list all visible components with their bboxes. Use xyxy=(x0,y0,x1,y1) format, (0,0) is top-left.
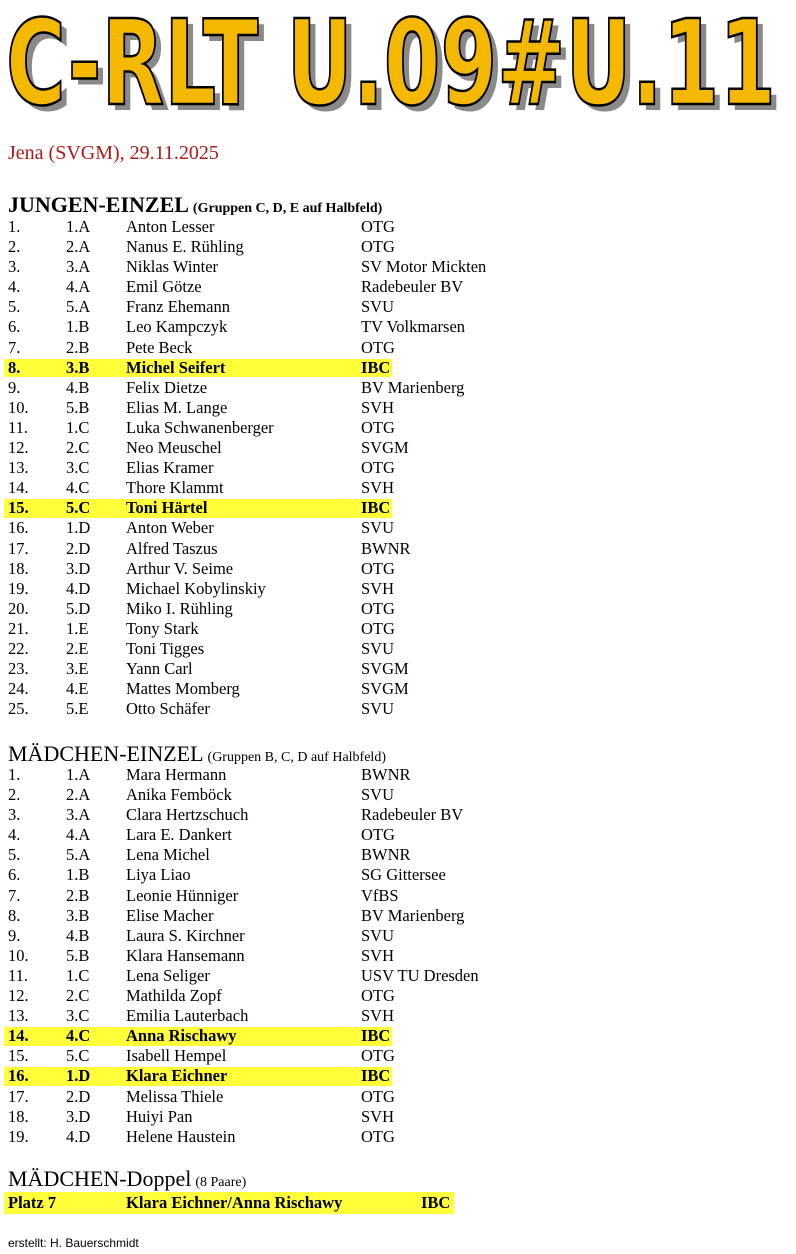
player-name: Mathilda Zopf xyxy=(126,986,222,1006)
club-name: IBC xyxy=(361,498,391,518)
club-name: SVU xyxy=(361,699,395,719)
rank-cell: 4. xyxy=(8,825,21,845)
table-row xyxy=(0,825,796,845)
club-name: OTG xyxy=(361,1126,395,1146)
rank-cell: 7. xyxy=(8,885,21,905)
player-name: Yann Carl xyxy=(126,659,193,679)
table-row xyxy=(0,946,796,966)
club-name: OTG xyxy=(361,618,395,638)
player-name: Luka Schwanenberger xyxy=(126,417,274,437)
footer-author: erstellt: H. Bauerschmidt xyxy=(8,1236,139,1250)
club-name: OTG xyxy=(361,237,395,257)
girls-doubles-note: (8 Paare) xyxy=(195,1175,247,1190)
group-cell: 4.D xyxy=(66,1126,91,1146)
player-name: Mara Hermann xyxy=(126,765,227,784)
club-name: SVH xyxy=(361,478,395,498)
group-cell: 3.C xyxy=(66,458,90,478)
table-row xyxy=(0,966,796,986)
player-name: Anna Rischawy xyxy=(126,1026,237,1046)
group-cell: 2.D xyxy=(66,1086,91,1106)
player-name: Laura S. Kirchner xyxy=(126,925,245,945)
table-row xyxy=(0,297,796,317)
boys-singles-note: (Gruppen C, D, E auf Halbfeld) xyxy=(192,201,383,216)
group-cell: 4.A xyxy=(66,825,91,845)
rank-cell: 21. xyxy=(8,618,29,638)
rank-cell: 13. xyxy=(8,1006,29,1026)
table-row xyxy=(0,845,796,865)
girls-singles-note: (Gruppen B, C, D auf Halbfeld) xyxy=(207,750,386,765)
rank-cell: 2. xyxy=(8,237,21,257)
table-row xyxy=(0,765,796,785)
club-name: TV Volkmarsen xyxy=(361,317,466,337)
table-row xyxy=(0,1046,796,1066)
rank-cell: 1. xyxy=(8,765,21,784)
player-name: Michel Seifert xyxy=(126,357,226,377)
player-name: Neo Meuschel xyxy=(126,438,222,458)
table-row xyxy=(0,699,796,719)
club-name: SV Motor Mickten xyxy=(361,257,487,277)
group-cell: 5.A xyxy=(66,297,91,317)
rank-cell: 13. xyxy=(8,458,29,478)
club-name: OTG xyxy=(361,825,395,845)
table-row xyxy=(0,785,796,805)
group-cell: 1.B xyxy=(66,865,90,885)
rank-cell: 10. xyxy=(8,945,29,965)
player-name: Lena Michel xyxy=(126,845,210,865)
group-cell: 5.B xyxy=(66,945,90,965)
club-name: OTG xyxy=(361,217,395,236)
rank-cell: 22. xyxy=(8,638,29,658)
club-name: USV TU Dresden xyxy=(361,965,479,985)
player-name: Elias Kramer xyxy=(126,458,214,478)
player-name: Toni Härtel xyxy=(126,498,208,518)
club-name: BV Marienberg xyxy=(361,377,465,397)
girls-singles-table xyxy=(0,765,796,1147)
rank-cell: 5. xyxy=(8,845,21,865)
table-row xyxy=(0,217,796,237)
player-name: Miko I. Rühling xyxy=(126,598,233,618)
group-cell: 4.B xyxy=(66,925,90,945)
player-name: Elise Macher xyxy=(126,905,214,925)
group-cell: 3.C xyxy=(66,1006,90,1026)
table-row xyxy=(0,619,796,639)
rank-cell: 8. xyxy=(8,905,21,925)
group-cell: 2.C xyxy=(66,438,90,458)
table-row xyxy=(0,378,796,398)
page-title-banner xyxy=(4,2,794,122)
group-cell: 1.D xyxy=(66,518,91,538)
club-name: OTG xyxy=(361,986,395,1006)
group-cell: 2.A xyxy=(66,237,91,257)
table-row xyxy=(0,1107,796,1127)
rank-cell: 16. xyxy=(8,1066,29,1086)
table-row xyxy=(0,1127,796,1147)
club-name: IBC xyxy=(361,357,391,377)
table-row xyxy=(0,257,796,277)
table-row xyxy=(0,579,796,599)
group-cell: 4.C xyxy=(66,1026,91,1046)
table-row xyxy=(0,926,796,946)
rank-cell: 17. xyxy=(8,538,29,558)
boys-singles-table xyxy=(0,217,796,719)
girls-doubles-title: MÄDCHEN-Doppel xyxy=(8,1166,192,1191)
player-name: Mattes Momberg xyxy=(126,679,240,699)
club-name: OTG xyxy=(361,417,395,437)
rank-cell: 20. xyxy=(8,598,29,618)
group-cell: 4.B xyxy=(66,377,90,397)
player-name: Nanus E. Rühling xyxy=(126,237,244,257)
table-row xyxy=(0,398,796,418)
rank-cell: 11. xyxy=(8,965,29,985)
rank-cell: 11. xyxy=(8,417,29,437)
girls-singles-title: MÄDCHEN-EINZEL xyxy=(8,741,204,766)
group-cell: 1.E xyxy=(66,618,89,638)
doubles-pair: Klara Eichner/Anna Rischawy xyxy=(126,1193,343,1212)
club-name: OTG xyxy=(361,598,395,618)
rank-cell: 17. xyxy=(8,1086,29,1106)
event-subtitle: Jena (SVGM), 29.11.2025 xyxy=(8,142,219,164)
club-name: SVH xyxy=(361,578,395,598)
page-title: C-RLT U.09#U.11 xyxy=(6,2,776,122)
player-name: Niklas Winter xyxy=(126,257,219,277)
group-cell: 2.A xyxy=(66,785,91,805)
table-row xyxy=(0,1006,796,1026)
club-name: OTG xyxy=(361,558,395,578)
rank-cell: 24. xyxy=(8,679,29,699)
rank-cell: 14. xyxy=(8,478,29,498)
group-cell: 1.C xyxy=(66,417,90,437)
rank-cell: 16. xyxy=(8,518,29,538)
rank-cell: 4. xyxy=(8,277,21,297)
club-name: SVGM xyxy=(361,659,409,679)
club-name: SVH xyxy=(361,945,395,965)
player-name: Emilia Lauterbach xyxy=(126,1006,249,1026)
rank-cell: 12. xyxy=(8,986,29,1006)
club-name: SVU xyxy=(361,925,395,945)
table-row xyxy=(0,358,796,378)
player-name: Arthur V. Seime xyxy=(126,558,234,578)
group-cell: 4.E xyxy=(66,679,89,699)
table-row xyxy=(0,338,796,358)
table-row xyxy=(0,559,796,579)
player-name: Pete Beck xyxy=(126,337,193,357)
club-name: SVH xyxy=(361,397,395,417)
club-name: Radebeuler BV xyxy=(361,805,464,825)
rank-cell: 1. xyxy=(8,217,21,236)
club-name: OTG xyxy=(361,1086,395,1106)
table-row xyxy=(0,478,796,498)
page-title-shadow: C-RLT U.09#U.11 xyxy=(12,2,782,122)
group-cell: 3.E xyxy=(66,659,89,679)
player-name: Clara Hertzschuch xyxy=(126,805,249,825)
table-row xyxy=(0,805,796,825)
club-name: SVH xyxy=(361,1106,395,1126)
table-row xyxy=(0,659,796,679)
player-name: Isabell Hempel xyxy=(126,1046,227,1066)
table-row xyxy=(0,518,796,538)
table-row xyxy=(0,906,796,926)
group-cell: 2.E xyxy=(66,638,89,658)
group-cell: 1.C xyxy=(66,965,90,985)
group-cell: 1.A xyxy=(66,765,91,784)
group-cell: 1.A xyxy=(66,217,91,236)
group-cell: 4.A xyxy=(66,277,91,297)
table-row xyxy=(0,418,796,438)
club-name: OTG xyxy=(361,337,395,357)
group-cell: 1.B xyxy=(66,317,90,337)
table-row xyxy=(0,539,796,559)
page-title-graphic xyxy=(4,2,794,122)
group-cell: 3.D xyxy=(66,1106,91,1126)
group-cell: 5.E xyxy=(66,699,89,719)
rank-cell: 9. xyxy=(8,377,21,397)
doubles-place: Platz 7 xyxy=(8,1193,57,1212)
club-name: IBC xyxy=(361,1026,391,1046)
table-row xyxy=(0,317,796,337)
player-name: Toni Tigges xyxy=(126,638,205,658)
table-row xyxy=(0,886,796,906)
rank-cell: 19. xyxy=(8,1126,29,1146)
group-cell: 3.D xyxy=(66,558,91,578)
club-name: SVGM xyxy=(361,438,409,458)
rank-cell: 15. xyxy=(8,1046,29,1066)
player-name: Anton Weber xyxy=(126,518,214,538)
player-name: Franz Ehemann xyxy=(126,297,231,317)
group-cell: 3.B xyxy=(66,905,90,925)
table-row xyxy=(0,679,796,699)
rank-cell: 2. xyxy=(8,785,21,805)
player-name: Leo Kampczyk xyxy=(126,317,228,337)
club-name: SVU xyxy=(361,638,395,658)
club-name: IBC xyxy=(361,1066,391,1086)
rank-cell: 12. xyxy=(8,438,29,458)
player-name: Liya Liao xyxy=(126,865,191,885)
club-name: BWNR xyxy=(361,538,411,558)
player-name: Leonie Hünniger xyxy=(126,885,239,905)
table-row xyxy=(0,438,796,458)
group-cell: 5.A xyxy=(66,845,91,865)
player-name: Thore Klammt xyxy=(126,478,224,498)
player-name: Melissa Thiele xyxy=(126,1086,224,1106)
rank-cell: 8. xyxy=(8,357,21,377)
table-row xyxy=(0,639,796,659)
club-name: BWNR xyxy=(361,845,411,865)
rank-cell: 7. xyxy=(8,337,21,357)
club-name: SVU xyxy=(361,518,395,538)
player-name: Lara E. Dankert xyxy=(126,825,232,845)
boys-singles-heading xyxy=(8,192,382,218)
player-name: Alfred Taszus xyxy=(126,538,218,558)
rank-cell: 18. xyxy=(8,558,29,578)
player-name: Michael Kobylinskiy xyxy=(126,578,266,598)
table-row xyxy=(0,498,796,518)
club-name: VfBS xyxy=(361,885,399,905)
player-name: Helene Haustein xyxy=(126,1126,236,1146)
player-name: Lena Seliger xyxy=(126,965,210,985)
girls-doubles-heading xyxy=(8,1166,246,1192)
girls-doubles-result xyxy=(0,1192,796,1214)
player-name: Tony Stark xyxy=(126,618,199,638)
group-cell: 5.D xyxy=(66,598,91,618)
group-cell: 3.A xyxy=(66,257,91,277)
rank-cell: 19. xyxy=(8,578,29,598)
player-name: Klara Hansemann xyxy=(126,945,245,965)
table-row xyxy=(0,277,796,297)
group-cell: 5.B xyxy=(66,397,90,417)
group-cell: 2.B xyxy=(66,337,90,357)
player-name: Felix Dietze xyxy=(126,377,208,397)
rank-cell: 6. xyxy=(8,317,21,337)
rank-cell: 3. xyxy=(8,805,21,825)
club-name: BWNR xyxy=(361,765,411,784)
rank-cell: 14. xyxy=(8,1026,29,1046)
group-cell: 2.D xyxy=(66,538,91,558)
rank-cell: 18. xyxy=(8,1106,29,1126)
group-cell: 1.D xyxy=(66,1066,91,1086)
rank-cell: 15. xyxy=(8,498,29,518)
doubles-club: IBC xyxy=(421,1193,451,1212)
player-name: Anika Femböck xyxy=(126,785,232,805)
rank-cell: 6. xyxy=(8,865,21,885)
group-cell: 3.A xyxy=(66,805,91,825)
club-name: SVGM xyxy=(361,679,409,699)
table-row xyxy=(0,458,796,478)
club-name: OTG xyxy=(361,458,395,478)
player-name: Emil Götze xyxy=(126,277,202,297)
rank-cell: 5. xyxy=(8,297,21,317)
boys-singles-title: JUNGEN-EINZEL xyxy=(8,192,189,217)
group-cell: 3.B xyxy=(66,357,90,377)
player-name: Otto Schäfer xyxy=(126,699,210,719)
club-name: SVU xyxy=(361,785,395,805)
club-name: BV Marienberg xyxy=(361,905,465,925)
table-row xyxy=(0,865,796,885)
table-row xyxy=(0,1087,796,1107)
club-name: OTG xyxy=(361,1046,395,1066)
girls-singles-heading xyxy=(8,741,386,767)
rank-cell: 25. xyxy=(8,699,29,719)
table-row xyxy=(0,1026,796,1046)
player-name: Elias M. Lange xyxy=(126,397,228,417)
group-cell: 5.C xyxy=(66,1046,90,1066)
group-cell: 5.C xyxy=(66,498,91,518)
group-cell: 2.B xyxy=(66,885,90,905)
player-name: Klara Eichner xyxy=(126,1066,228,1086)
table-row xyxy=(0,986,796,1006)
club-name: Radebeuler BV xyxy=(361,277,464,297)
group-cell: 4.D xyxy=(66,578,91,598)
table-row xyxy=(0,237,796,257)
club-name: SG Gittersee xyxy=(361,865,446,885)
rank-cell: 23. xyxy=(8,659,29,679)
club-name: SVH xyxy=(361,1006,395,1026)
group-cell: 4.C xyxy=(66,478,90,498)
table-row xyxy=(0,599,796,619)
rank-cell: 9. xyxy=(8,925,21,945)
rank-cell: 3. xyxy=(8,257,21,277)
club-name: SVU xyxy=(361,297,395,317)
rank-cell: 10. xyxy=(8,397,29,417)
player-name: Anton Lesser xyxy=(126,217,215,236)
player-name: Huiyi Pan xyxy=(126,1106,193,1126)
group-cell: 2.C xyxy=(66,986,90,1006)
table-row xyxy=(0,1066,796,1086)
